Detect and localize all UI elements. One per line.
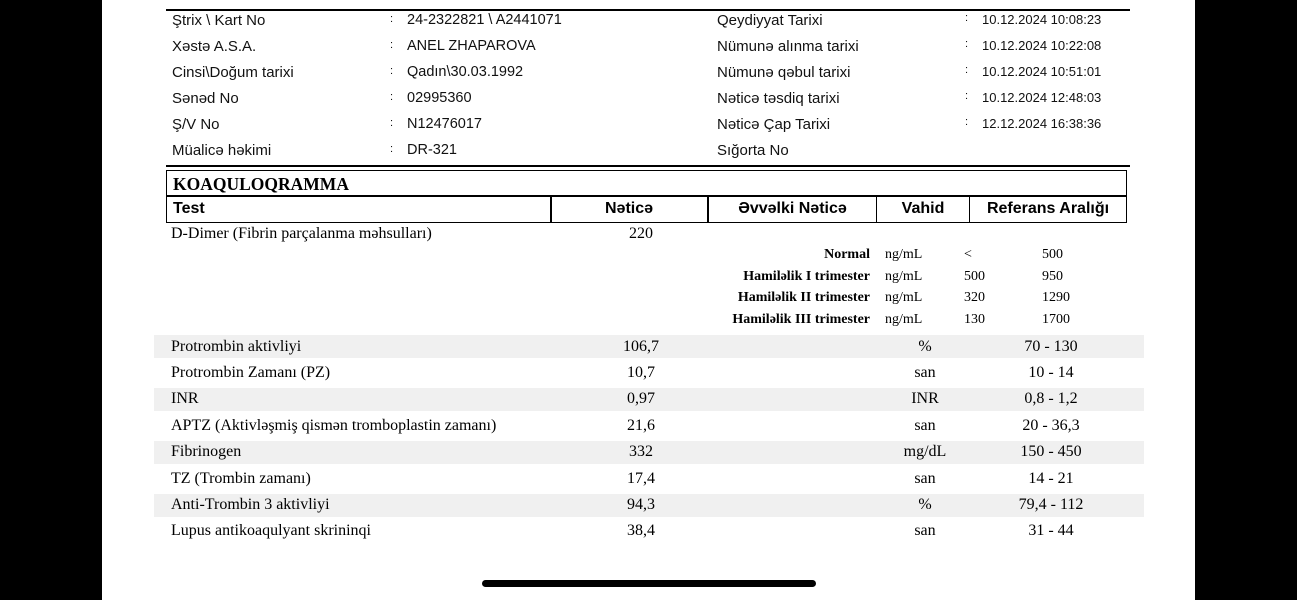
header-colon: :	[390, 39, 394, 51]
header-colon: :	[965, 64, 969, 76]
header-colon: :	[965, 90, 969, 102]
ddimer-range-label: Hamiləlik III trimester	[732, 312, 870, 327]
test-name: Anti-Trombin 3 aktivliyi	[171, 496, 330, 513]
test-result: 10,7	[627, 364, 655, 381]
header-label-doctor: Müalicə həkimi	[172, 142, 272, 159]
test-reference: 14 - 21	[1028, 470, 1074, 487]
test-name: APTZ (Aktivləşmiş qismən tromboplastin zamanı)	[171, 417, 497, 434]
ddimer-range-unit: ng/mL	[885, 269, 923, 284]
ddimer-range-label: Hamiləlik I trimester	[743, 269, 870, 284]
lab-report-page	[102, 0, 1195, 600]
home-indicator-bar[interactable]	[482, 580, 816, 587]
header-colon: :	[965, 116, 969, 128]
header-label-print-date: Nəticə Çap Tarixi	[717, 116, 831, 133]
test-reference: 31 - 44	[1028, 522, 1074, 539]
header-value-card-no: 24-2322821 \ A2441071	[407, 12, 562, 28]
header-value-print-date: 12.12.2024 16:38:36	[982, 116, 1102, 131]
column-header-test: Test	[166, 196, 552, 223]
ddimer-range-low: 130	[964, 312, 985, 327]
test-result: 38,4	[627, 522, 655, 539]
ddimer-range-low: 500	[964, 269, 985, 284]
test-reference: 150 - 450	[1020, 443, 1082, 460]
test-unit: san	[914, 522, 936, 539]
section-title: KOAQULOQRAMMA	[173, 174, 349, 194]
header-label-sample-received-date: Nümunə qəbul tarixi	[717, 64, 851, 81]
ddimer-range-low: 320	[964, 290, 985, 305]
test-unit: %	[918, 496, 932, 513]
test-result: 332	[629, 443, 653, 460]
header-value-result-approved-date: 10.12.2024 12:48:03	[982, 90, 1102, 105]
column-header-unit: Vahid	[876, 196, 970, 223]
header-label-insurance-no: Sığorta No	[717, 142, 789, 159]
test-unit: INR	[911, 390, 939, 407]
test-result: 21,6	[627, 417, 655, 434]
ddimer-range-high: 1700	[1042, 312, 1070, 327]
test-reference: 20 - 36,3	[1022, 417, 1080, 434]
test-result-ddimer: 220	[629, 225, 653, 242]
test-result: 0,97	[627, 390, 655, 407]
header-colon: :	[390, 65, 394, 77]
ddimer-range-label: Normal	[824, 247, 870, 262]
header-label-document-no: Sənəd No	[172, 90, 239, 107]
test-unit: san	[914, 470, 936, 487]
test-name: TZ (Trombin zamanı)	[171, 470, 311, 487]
test-reference: 10 - 14	[1028, 364, 1074, 381]
header-label-sample-taken-date: Nümunə alınma tarixi	[717, 38, 859, 55]
ddimer-range-low: <	[964, 247, 972, 262]
header-colon: :	[390, 91, 394, 103]
top-rule	[166, 9, 1130, 11]
header-value-gender-dob: Qadın\30.03.1992	[407, 64, 524, 80]
header-colon: :	[390, 13, 394, 25]
test-unit: san	[914, 364, 936, 381]
header-value-registration-date: 10.12.2024 10:08:23	[982, 12, 1102, 27]
header-label-gender-dob: Cinsi\Doğum tarixi	[172, 64, 294, 81]
header-colon: :	[965, 12, 969, 24]
header-value-document-no: 02995360	[407, 90, 472, 106]
test-name: Protrombin Zamanı (PZ)	[171, 364, 331, 381]
header-value-doctor: DR-321	[407, 142, 457, 158]
test-unit: mg/dL	[903, 443, 947, 460]
header-label-patient: Xəstə A.S.A.	[172, 38, 257, 55]
test-reference: 79,4 - 112	[1018, 496, 1084, 513]
header-value-patient: ANEL ZHAPAROVA	[407, 38, 536, 54]
test-reference: 0,8 - 1,2	[1024, 390, 1078, 407]
column-header-previous-result: Əvvəlki Nəticə	[708, 196, 877, 223]
header-colon: :	[390, 143, 394, 155]
header-label-id-no: Ş/V No	[172, 116, 220, 133]
header-value-sample-taken-date: 10.12.2024 10:22:08	[982, 38, 1102, 53]
section-title-box	[166, 170, 1127, 196]
test-unit: san	[914, 417, 936, 434]
column-header-reference: Referans Aralığı	[969, 196, 1127, 223]
header-label-registration-date: Qeydiyyat Tarixi	[717, 12, 823, 29]
header-label-card-no: Ştrix \ Kart No	[172, 12, 266, 29]
test-result: 106,7	[623, 338, 659, 355]
ddimer-range-label: Hamiləlik II trimester	[737, 290, 870, 305]
ddimer-range-high: 1290	[1042, 290, 1070, 305]
test-unit: %	[918, 338, 932, 355]
test-result: 94,3	[627, 496, 655, 513]
ddimer-range-unit: ng/mL	[885, 312, 923, 327]
header-value-id-no: N12476017	[407, 116, 482, 132]
ddimer-range-high: 500	[1042, 247, 1063, 262]
column-header-result: Nəticə	[550, 196, 708, 223]
test-name-ddimer: D-Dimer (Fibrin parçalanma məhsulları)	[171, 225, 432, 242]
ddimer-range-high: 950	[1042, 269, 1063, 284]
header-bottom-rule	[166, 165, 1130, 167]
test-name: Fibrinogen	[171, 443, 242, 460]
ddimer-range-unit: ng/mL	[885, 247, 923, 262]
test-name: Protrombin aktivliyi	[171, 338, 302, 355]
test-result: 17,4	[627, 470, 655, 487]
header-value-sample-received-date: 10.12.2024 10:51:01	[982, 64, 1102, 79]
ddimer-range-unit: ng/mL	[885, 290, 923, 305]
test-reference: 70 - 130	[1024, 338, 1078, 355]
header-label-result-approved-date: Nəticə təsdiq tarixi	[717, 90, 840, 107]
test-name: INR	[171, 390, 199, 407]
header-colon: :	[965, 38, 969, 50]
header-colon: :	[390, 117, 394, 129]
test-name: Lupus antikoaqulyant skrininqi	[171, 522, 371, 539]
